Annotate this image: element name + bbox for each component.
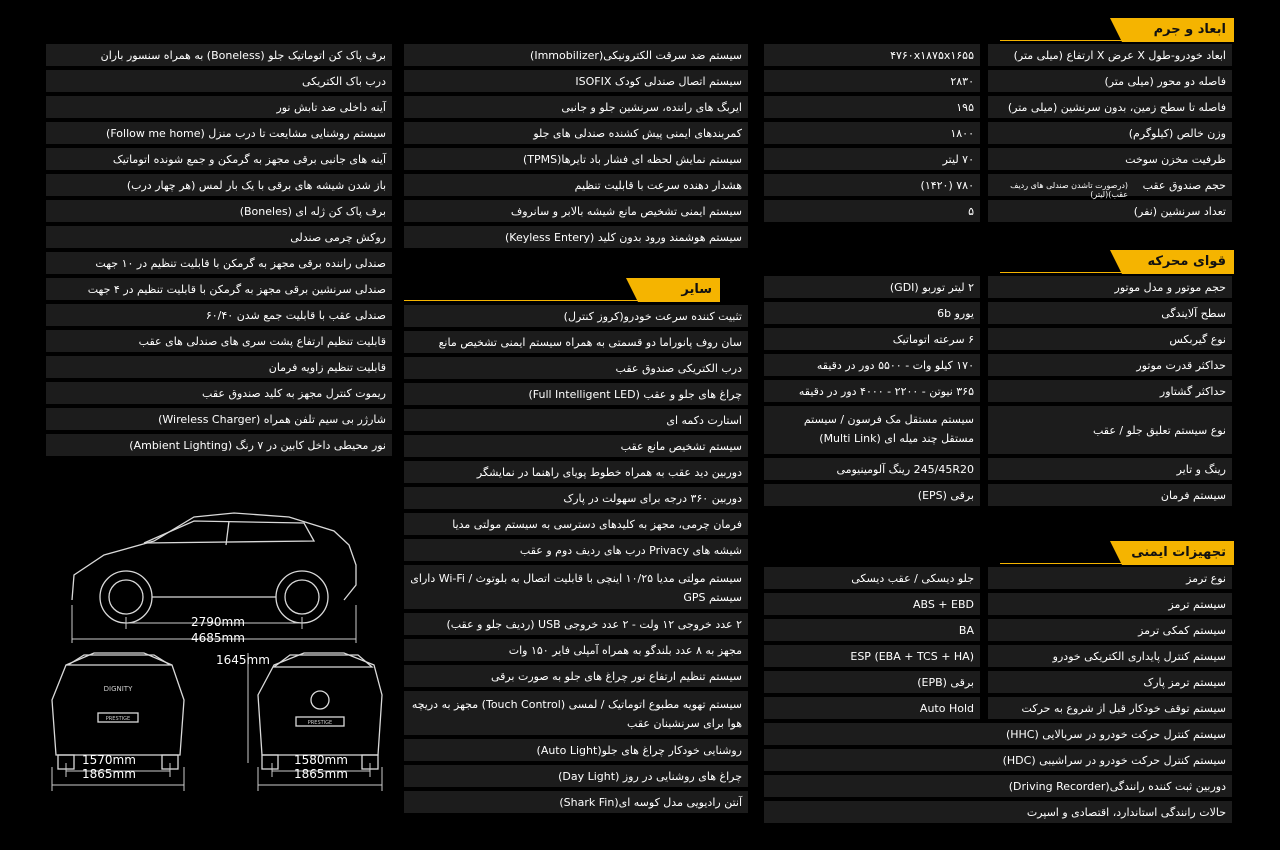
safety-value: ESP (EBA + TCS + HA) — [850, 649, 974, 663]
left-text: ریموت کنترل مجهز به کلید صندوق عقب — [202, 386, 386, 400]
safety-full-row — [764, 749, 1232, 771]
middle_top-row — [404, 122, 748, 144]
middle_top-text: سیستم ایمنی تشخیص مانع شیشه بالابر و سانروف — [510, 204, 742, 218]
dimensions-label: فاصله تا سطح زمین، بدون سرنشین (میلی متر) — [1007, 100, 1226, 114]
other-row — [404, 513, 748, 535]
safety-label-cell — [988, 593, 1232, 615]
middle_top-text: سیستم نمایش لحظه ای فشار باد تایرها(TPMS) — [522, 152, 742, 166]
left-text: صندلی سرنشین برقی مجهز به گرمکن با قابلیت تنظیم در ۴ جهت — [87, 282, 386, 296]
left-row — [46, 304, 392, 326]
left-text: قابلیت تنظیم زاویه فرمان — [268, 360, 386, 374]
left-text: صندلی عقب با قابلیت جمع شدن ۶۰/۴۰ — [205, 308, 386, 322]
left-row — [46, 278, 392, 300]
left-row — [46, 382, 392, 404]
safety-label: سیستم کمکی ترمز — [1138, 623, 1226, 637]
engine-value: ۳۶۵ نیوتن - ۲۲۰۰ - ۴۰۰۰ دور در دقیقه — [798, 384, 974, 398]
engine-label: حجم موتور و مدل موتور — [1114, 280, 1226, 294]
rear-badge-text: DIGNITY — [103, 685, 133, 693]
left-text: سیستم روشنایی مشایعت تا درب منزل (Follow me home) — [106, 126, 386, 140]
dimensions-value-cell — [764, 174, 980, 196]
left-row — [46, 122, 392, 144]
left-text: آینه داخلی ضد تابش نور — [276, 100, 386, 114]
engine-value: ۱۷۰ کیلو وات - ۵۵۰۰ دور در دقیقه — [816, 358, 974, 372]
middle_top-row — [404, 226, 748, 248]
other-row — [404, 665, 748, 687]
engine-label-cell — [988, 328, 1232, 350]
dimensions-label-cell — [988, 44, 1232, 66]
other-row — [404, 639, 748, 661]
engine-value-cell — [764, 276, 980, 298]
left-text: شارژر بی سیم تلفن همراه (Wireless Charger) — [158, 412, 386, 426]
engine-label-cell — [988, 458, 1232, 480]
other-text: سیستم مولتی مدیا ۱۰/۲۵ اینچی با قابلیت اتصال به بلوتوث / Wi-Fi دارای سیستم GPS — [410, 572, 742, 604]
engine-label: سیستم فرمان — [1160, 488, 1226, 502]
engine-label: سطح آلایندگی — [1161, 306, 1226, 320]
other-row — [404, 357, 748, 379]
other-text: درب الکتریکی صندوق عقب — [615, 361, 742, 375]
safety-full-row — [764, 723, 1232, 745]
other-text: روشنایی خودکار چراغ های جلو(Auto Light) — [536, 743, 742, 757]
left-text: صندلی راننده برقی مجهز به گرمکن با قابلیت تنظیم در ۱۰ جهت — [95, 256, 386, 270]
other-row — [404, 739, 748, 761]
dimensions-label: حجم صندوق عقب — [1142, 178, 1226, 192]
dimensions-value-cell — [764, 200, 980, 222]
engine-label: حداکثر گشتاور — [1159, 384, 1226, 398]
dimensions-value-cell — [764, 96, 980, 118]
front-track-dimension: 1580mm — [294, 753, 348, 767]
car-side-view — [72, 513, 356, 623]
left-row — [46, 330, 392, 352]
middle_top-row — [404, 148, 748, 170]
middle_top-row — [404, 44, 748, 66]
dimensions-label-cell — [988, 70, 1232, 92]
safety-label: سیستم کنترل حرکت خودرو در سراشیبی (HDC) — [1002, 753, 1226, 767]
other-text: مجهز به ۸ عدد بلندگو به همراه آمپلی فایر ۱۵۰ وات — [508, 643, 742, 657]
safety-value-cell — [764, 619, 980, 641]
other-text: چراغ های روشنایی در روز (Day Light) — [558, 769, 742, 783]
dimensions-label-cell — [988, 122, 1232, 144]
engine-label-cell — [988, 354, 1232, 376]
middle_top-row — [404, 174, 748, 196]
other-text: دوربین ۳۶۰ درجه برای سهولت در پارک — [563, 491, 742, 505]
height-dimension: 1645mm — [216, 653, 270, 667]
wheelbase-dimension: 2790mm — [191, 615, 245, 629]
left-row — [46, 200, 392, 222]
other-text: استارت دکمه ای — [666, 413, 742, 427]
dimensions-value: ۱۸۰۰ — [950, 126, 974, 140]
safety-full-row — [764, 775, 1232, 797]
dimensions-value-cell — [764, 70, 980, 92]
middle_top-text: سیستم هوشمند ورود بدون کلید (Keyless Entery) — [504, 230, 742, 244]
dimensions-label: وزن خالص (کیلوگرم) — [1128, 126, 1226, 140]
safety-label: سیستم توقف خودکار قبل از شروع به حرکت — [1021, 701, 1226, 715]
engine-label: نوع گیربکس — [1169, 332, 1226, 346]
left-text: روکش چرمی صندلی — [290, 230, 386, 244]
left-row — [46, 408, 392, 430]
dimensions-value: ۱۹۵ — [956, 100, 974, 114]
dimensions-value: ۷۰ لیتر — [942, 152, 974, 166]
dimensions-label-note: (درصورت تاشدن صندلی های ردیف عقب)(لیتر) — [1010, 180, 1128, 199]
engine-value-cell — [764, 458, 980, 480]
engine-label-cell — [988, 406, 1232, 454]
other-section-header: سایر — [638, 278, 720, 302]
engine-section-header: قوای محرکه — [1122, 250, 1234, 274]
safety-label: حالات رانندگی استاندارد، اقتصادی و اسپرت — [1026, 805, 1226, 819]
car-front-view — [258, 653, 382, 769]
safety-value: جلو دیسکی / عقب دیسکی — [851, 571, 974, 585]
left-row — [46, 70, 392, 92]
other-row — [404, 435, 748, 457]
left-row — [46, 148, 392, 170]
safety-label: سیستم کنترل حرکت خودرو در سربالایی (HHC) — [1005, 727, 1226, 741]
rear-track-dimension: 1570mm — [82, 753, 136, 767]
engine-label-cell — [988, 276, 1232, 298]
safety-value-cell — [764, 645, 980, 667]
safety-value-cell — [764, 567, 980, 589]
dimensions-label-cell — [988, 174, 1232, 199]
other-text: تثبیت کننده سرعت خودرو(کروز کنترل) — [563, 309, 742, 323]
engine-value: ۲ لیتر توربو (GDI) — [889, 280, 974, 294]
dimensions-label: ابعاد خودرو-طول X عرض X ارتفاع (میلی متر) — [1013, 48, 1226, 62]
rear-width-dimension: 1865mm — [82, 767, 136, 781]
dimensions-value-cell — [764, 148, 980, 170]
front-width-dimension: 1865mm — [294, 767, 348, 781]
engine-value-cell — [764, 380, 980, 402]
left-row — [46, 252, 392, 274]
other-text: سان روف پانوراما دو قسمتی به همراه سیستم ایمنی تشخیص مانع — [438, 335, 742, 349]
engine-value: برقی (EPS) — [917, 488, 974, 502]
dimensions-value: ۲۸۳۰ — [950, 74, 974, 88]
engine-label-cell — [988, 302, 1232, 324]
other-row — [404, 613, 748, 635]
dimensions-value-cell — [764, 122, 980, 144]
dimensions-section-header: ابعاد و جرم — [1122, 18, 1234, 42]
dimensions-value: ۴۷۶۰x۱۸۷۵x۱۶۵۵ — [890, 48, 974, 62]
safety-label: سیستم ترمز پارک — [1143, 675, 1226, 689]
other-row — [404, 409, 748, 431]
other-row — [404, 461, 748, 483]
length-dimension: 4685mm — [191, 631, 245, 645]
rear-plate-text: PRESTIGE — [105, 716, 131, 722]
other-row — [404, 305, 748, 327]
engine-value-cell — [764, 328, 980, 350]
other-row — [404, 565, 748, 609]
middle_top-row — [404, 200, 748, 222]
front-plate-text: PRESTIGE — [307, 720, 333, 726]
safety-label: سیستم ترمز — [1168, 597, 1226, 611]
middle_top-row — [404, 96, 748, 118]
middle_top-text: هشدار دهنده سرعت با قابلیت تنظیم — [574, 178, 742, 192]
engine-label: حداکثر قدرت موتور — [1136, 358, 1226, 372]
safety-value-cell — [764, 671, 980, 693]
engine-value-cell — [764, 302, 980, 324]
other-row — [404, 331, 748, 353]
left-text: برف پاک کن ژله ای (Boneles) — [239, 204, 386, 218]
dimensions-value-cell — [764, 44, 980, 66]
left-text: آینه های جانبی برقی مجهز به گرمکن و جمع شونده اتوماتیک — [112, 152, 386, 166]
left-row — [46, 356, 392, 378]
dimensions-value: ۷۸۰ (۱۴۲۰) — [920, 178, 974, 192]
left-row — [46, 174, 392, 196]
safety-label: دوربین ثبت کننده رانندگی(Driving Recorder) — [1008, 779, 1226, 793]
other-text: دوربین دید عقب به همراه خطوط پویای راهنما در نمایشگر — [476, 465, 742, 479]
other-row — [404, 383, 748, 405]
engine-value: سیستم مستقل مک فرسون / سیستم مستقل چند میله ای (Multi Link) — [803, 413, 974, 445]
engine-label: نوع سیستم تعلیق جلو / عقب — [1092, 423, 1226, 437]
dimensions-label: فاصله دو محور (میلی متر) — [1104, 74, 1226, 88]
left-text: برف پاک کن اتوماتیک جلو (Boneless) به همراه سنسور باران — [100, 48, 386, 62]
dimensions-label-cell — [988, 200, 1232, 222]
dimensions-label: ظرفیت مخزن سوخت — [1125, 152, 1226, 166]
engine-value-cell — [764, 484, 980, 506]
left-text: باز شدن شیشه های برقی با یک بار لمس (هر چهار درب) — [126, 178, 386, 192]
engine-label: رینگ و تایر — [1176, 462, 1226, 476]
dimensions-label: تعداد سرنشین (نفر) — [1133, 204, 1226, 218]
engine-value: ۶ سرعته اتوماتیک — [892, 332, 974, 346]
middle_top-text: سیستم ضد سرقت الکترونیکی(Immobilizer) — [530, 48, 742, 62]
safety-value: Auto Hold — [919, 701, 974, 715]
engine-value: 245/45R20 رینگ آلومینیومی — [836, 462, 974, 476]
safety-section-header: تجهیزات ایمنی — [1122, 541, 1234, 565]
other-text: سیستم تشخیص مانع عقب — [620, 439, 742, 453]
safety-value-cell — [764, 593, 980, 615]
left-text: نور محیطی داخل کابین در ۷ رنگ (Ambient Lighting) — [129, 438, 386, 452]
other-row — [404, 691, 748, 735]
other-text: چراغ های جلو و عقب (Full Intelligent LED) — [528, 387, 742, 401]
dimensions-label-cell — [988, 96, 1232, 118]
safety-label: نوع ترمز — [1186, 571, 1226, 585]
middle_top-text: سیستم اتصال صندلی کودک ISOFIX — [575, 74, 742, 88]
safety-label: سیستم کنترل پایداری الکتریکی خودرو — [1052, 649, 1226, 663]
engine-label-cell — [988, 380, 1232, 402]
car-rear-view — [52, 653, 184, 769]
dimensions-value: ۵ — [968, 204, 974, 218]
other-row — [404, 791, 748, 813]
other-text: سیستم تنظیم ارتفاع نور چراغ های جلو به صورت برقی — [490, 669, 742, 683]
other-text: شیشه های Privacy درب های ردیف دوم و عقب — [519, 543, 742, 557]
other-text: آنتن رادیویی مدل کوسه ای(Shark Fin) — [559, 795, 742, 809]
other-row — [404, 487, 748, 509]
safety-value: BA — [958, 623, 974, 637]
middle_top-text: ایربگ های راننده، سرنشین جلو و جانبی — [561, 100, 742, 114]
left-text: قابلیت تنظیم ارتفاع پشت سری های صندلی های عقب — [138, 334, 386, 348]
left-row — [46, 96, 392, 118]
other-row — [404, 539, 748, 561]
safety-value-cell — [764, 697, 980, 719]
other-text: ۲ عدد خروجی ۱۲ ولت - ۲ عدد خروجی USB (ردیف جلو و عقب) — [446, 617, 742, 631]
engine-value: یورو 6b — [937, 306, 974, 320]
left-row — [46, 434, 392, 456]
middle_top-row — [404, 70, 748, 92]
safety-label-cell — [988, 671, 1232, 693]
engine-value-cell — [764, 354, 980, 376]
dimensions-label-cell — [988, 148, 1232, 170]
middle_top-text: کمربندهای ایمنی پیش کشنده صندلی های جلو — [533, 126, 742, 140]
engine-value-cell — [764, 406, 980, 454]
safety-label-cell — [988, 567, 1232, 589]
safety-label-cell — [988, 645, 1232, 667]
safety-label-cell — [988, 619, 1232, 641]
safety-value: برقی (EPB) — [917, 675, 974, 689]
left-row — [46, 226, 392, 248]
engine-label-cell — [988, 484, 1232, 506]
safety-full-row — [764, 801, 1232, 823]
left-row — [46, 44, 392, 66]
other-text: سیستم تهویه مطبوع اتوماتیک / لمسی (Touch Control) مجهز به دریچه هوا برای سرنشینان عقب — [411, 698, 742, 730]
safety-value: ABS + EBD — [912, 597, 974, 611]
safety-label-cell — [988, 697, 1232, 719]
other-row — [404, 765, 748, 787]
other-text: فرمان چرمی، مجهز به کلیدهای دسترسی به سیستم مولتی مدیا — [452, 517, 742, 531]
left-text: درب باک الکتریکی — [302, 74, 386, 88]
